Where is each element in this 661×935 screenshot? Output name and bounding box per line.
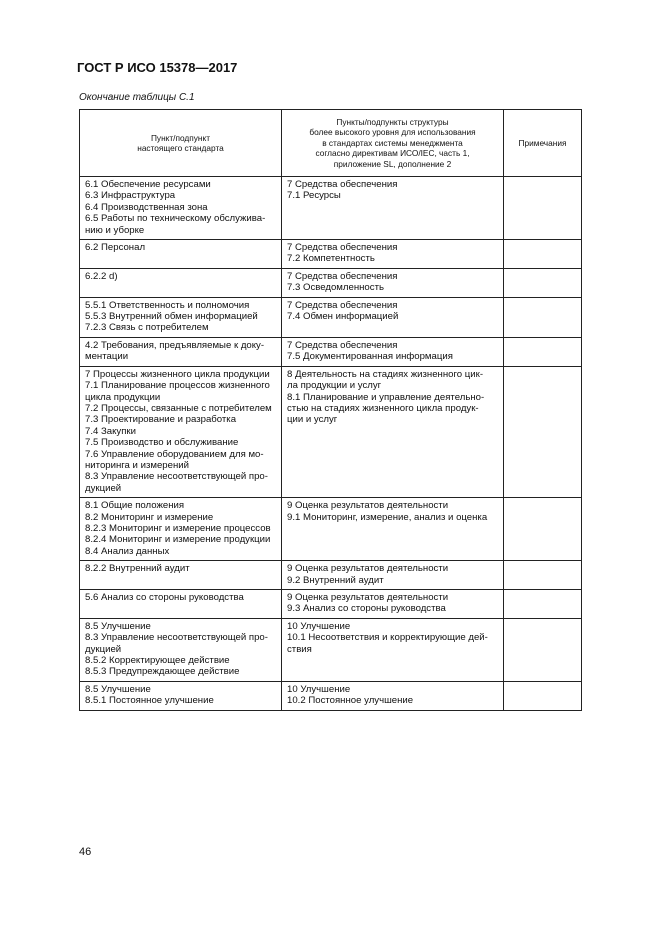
hls-clause-cell [282, 498, 504, 561]
column-header-hls-clause: Пункты/подпункты структуры более высокого уровня для использования в стандартах системы менеджмента согласно директивам ИСО/IEC, часть 1, приложение SL, дополнение 2 [282, 110, 504, 177]
clause-item: 7.4 Закупки [85, 425, 136, 437]
hls-clause-cell [282, 366, 504, 497]
clause-item: 7.1 Планирование процессов жизненного цикла продукции [85, 380, 270, 403]
clause-item: 6.4 Производственная зона [85, 201, 208, 213]
document-title: ГОСТ Р ИСО 15378—2017 [77, 60, 238, 75]
table-body [80, 177, 582, 711]
clause-item: 8.5.2 Корректирующее действие [85, 655, 230, 667]
notes-cell [504, 618, 582, 681]
clause-item: 9 Оценка результатов деятельности [287, 500, 449, 512]
clause-item: 4.2 Требования, предъявляемые к доку- ментации [85, 339, 265, 363]
clause-item: 10.2 Постоянное улучшение [287, 695, 414, 707]
clause-item: 7.3 Осведомленность [287, 282, 384, 294]
clause-item: 7.2 Компетентность [287, 253, 375, 265]
standard-clause-cell [80, 681, 282, 710]
standard-clause-cell [80, 590, 282, 619]
clause-item: 7.5 Документированная информация [287, 351, 453, 363]
table-row [80, 618, 582, 681]
clause-item: 8.2 Мониторинг и измерение [85, 511, 214, 523]
clause-item: 7.3 Проектирование и разработка [85, 414, 237, 426]
clause-item: 7.5 Производство и обслуживание [85, 437, 239, 449]
clause-item: 6.2 Персонал [85, 242, 146, 254]
clause-item: 6.2.2 d) [85, 270, 118, 282]
standard-clause-cell [80, 297, 282, 337]
clause-item: 8.2.2 Внутренний аудит [85, 563, 190, 575]
table-row [80, 590, 582, 619]
clause-item: 6.3 Инфраструктура [85, 190, 176, 202]
clause-item: 8.5.3 Предупреждающее действие [85, 666, 240, 678]
notes-cell [504, 240, 582, 269]
clause-item: 7 Средства обеспечения [287, 242, 398, 254]
table-row [80, 337, 582, 366]
clause-item: 8.2.3 Мониторинг и измерение процессов [85, 522, 271, 534]
hls-clause-cell [282, 590, 504, 619]
clause-item: 8.1 Общие положения [85, 500, 185, 512]
clause-item: 8.2.4 Мониторинг и измерение продукции [85, 534, 271, 546]
clause-item: 8.5 Улучшение [85, 683, 151, 695]
clause-item: 10 Улучшение [287, 683, 351, 695]
standard-clause-cell [80, 177, 282, 240]
clause-item: 7 Процессы жизненного цикла продукции [85, 368, 270, 380]
notes-cell [504, 498, 582, 561]
clause-item: 10 Улучшение [287, 620, 351, 632]
clause-item: 10.1 Несоответствия и корректирующие дей- ствия [287, 632, 488, 655]
column-header-standard-clause: Пункт/подпункт настоящего стандарта [80, 110, 282, 177]
hls-clause-cell [282, 177, 504, 240]
hls-clause-cell [282, 240, 504, 269]
column-header-notes: Примечания [504, 110, 582, 177]
clause-item: 8 Деятельность на стадиях жизненного цик- ла продукции и услуг [287, 368, 484, 392]
clause-item: 6.1 Обеспечение ресурсами [85, 179, 211, 190]
table-caption: Окончание таблицы С.1 [79, 92, 195, 103]
clause-item: 8.4 Анализ данных [85, 545, 170, 557]
notes-cell [504, 177, 582, 240]
page-number: 46 [79, 846, 92, 858]
standard-clause-cell [80, 561, 282, 590]
hls-clause-cell [282, 561, 504, 590]
clause-item: 7 Средства обеспечения [287, 179, 398, 190]
hls-clause-cell [282, 268, 504, 297]
clause-item: 7.6 Управление оборудованием для мо- ниторинга и измерений [85, 448, 264, 471]
notes-cell [504, 297, 582, 337]
clause-item: 8.5.1 Постоянное улучшение [85, 695, 214, 707]
hls-clause-cell [282, 681, 504, 710]
notes-cell [504, 366, 582, 497]
clause-item: 8.3 Управление несоответствующей про- дукцией [85, 632, 268, 655]
table-header-row [80, 110, 582, 177]
clause-item: 9 Оценка результатов деятельности [287, 563, 449, 575]
clause-item: 7.2 Процессы, связанные с потребителем [85, 402, 272, 414]
clause-item: 7 Средства обеспечения [287, 270, 398, 282]
clause-item: 9.2 Внутренний аудит [287, 574, 384, 586]
standard-clause-cell [80, 268, 282, 297]
table-row [80, 561, 582, 590]
clause-item: 7.2.3 Связь с потребителем [85, 322, 209, 334]
clause-item: 7.4 Обмен информацией [287, 311, 399, 323]
hls-clause-cell [282, 337, 504, 366]
clause-item: 8.5 Улучшение [85, 620, 151, 632]
table-row [80, 498, 582, 561]
clause-item: 7 Средства обеспечения [287, 339, 398, 351]
standard-clause-cell [80, 618, 282, 681]
clause-item: 7 Средства обеспечения [287, 299, 398, 311]
notes-cell [504, 590, 582, 619]
standard-clause-cell [80, 498, 282, 561]
clause-item: 6.5 Работы по техническому обслужива- нию и уборке [85, 213, 266, 236]
notes-cell [504, 681, 582, 710]
hls-clause-cell [282, 297, 504, 337]
notes-cell [504, 268, 582, 297]
table-row [80, 268, 582, 297]
table-row [80, 240, 582, 269]
notes-cell [504, 561, 582, 590]
clause-item: 9.3 Анализ со стороны руководства [287, 603, 446, 615]
standard-clause-cell [80, 366, 282, 497]
standard-clause-cell [80, 240, 282, 269]
clause-item: 5.5.3 Внутренний обмен информацией [85, 311, 258, 323]
table-row [80, 366, 582, 497]
table-row [80, 297, 582, 337]
clause-item: 8.3 Управление несоответствующей про- дукцией [85, 471, 268, 494]
table-row [80, 681, 582, 710]
notes-cell [504, 337, 582, 366]
clause-item: 5.6 Анализ со стороны руководства [85, 592, 244, 603]
clause-item: 9 Оценка результатов деятельности [287, 592, 449, 603]
clause-item: 7.1 Ресурсы [287, 190, 341, 202]
clause-item: 8.1 Планирование и управление деятельно- стью на стадиях жизненного цикла продук- ции и услуг [287, 391, 485, 426]
table-row [80, 177, 582, 240]
correspondence-table [79, 109, 582, 711]
standard-clause-cell [80, 337, 282, 366]
clause-item: 9.1 Мониторинг, измерение, анализ и оценка [287, 511, 488, 523]
clause-item: 5.5.1 Ответственность и полномочия [85, 299, 250, 311]
hls-clause-cell [282, 618, 504, 681]
